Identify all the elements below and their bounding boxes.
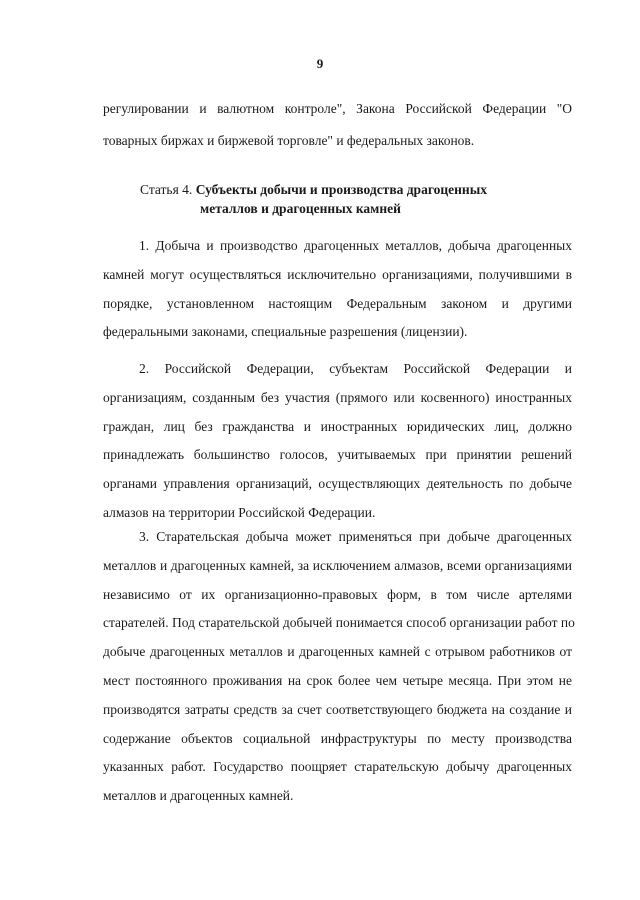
text-line: металлов и драгоценных камней, за исключением алмазов, всеми организациями xyxy=(103,557,572,573)
text-line: старателей. Под старательской добычей понимается способ организации работ по xyxy=(103,615,575,631)
text-line: независимо от их организационно-правовых форм, в том числе артелями xyxy=(103,586,572,602)
article-heading xyxy=(140,180,487,218)
text-line: указанных работ. Государство поощряет старательскую добычу драгоценных xyxy=(103,759,572,775)
page-number: 9 xyxy=(316,56,324,71)
paragraph-2 xyxy=(103,360,572,533)
article-number: Статья 4. xyxy=(140,182,193,197)
text-line: добыче драгоценных металлов и драгоценных камней с отрывом работников от xyxy=(103,644,572,660)
text-line: алмазов на территории Российской Федерации. xyxy=(103,504,376,520)
text-line: регулировании и валютном контроле", Закона Российской Федерации "О xyxy=(103,101,572,116)
text-line: граждан, лиц без гражданства и иностранных юридических лиц, должно xyxy=(103,418,572,434)
text-line: камней могут осуществляться исключительно организациями, получившими в xyxy=(103,266,572,282)
paragraph-3 xyxy=(103,528,575,816)
article-title-line1: Субъекты добычи и производства драгоценных xyxy=(195,182,487,197)
text-line: организациям, созданным без участия (прямого или косвенного) иностранных xyxy=(103,389,572,405)
text-line: органами управления организаций, осуществляющих деятельность по добыче xyxy=(103,476,572,492)
text-line: товарных биржах и биржевой торговле" и федеральных законов. xyxy=(103,133,475,148)
text-line: порядке, установленном настоящим Федеральным законом и другими xyxy=(103,295,572,311)
text-line: принадлежать большинство голосов, учитываемых при принятии решений xyxy=(103,447,572,463)
text-line: мест постоянного проживания на срок более чем четыре месяца. При этом не xyxy=(103,672,572,688)
text-line: 3. Старательская добыча может применяться при добыче драгоценных xyxy=(139,529,572,544)
text-line: содержание объектов социальной инфраструктуры по месту производства xyxy=(103,730,572,746)
text-line: металлов и драгоценных камней. xyxy=(103,788,294,804)
article-title-line2: металлов и драгоценных камней xyxy=(200,201,401,216)
intro-text xyxy=(103,100,572,164)
text-line: 1. Добыча и производство драгоценных металлов, добыча драгоценных xyxy=(139,238,572,253)
text-line: федеральными законами, специальные разрешения (лицензии). xyxy=(103,324,468,340)
text-line: производятся затраты средств за счет соответствующего бюджета на создание и xyxy=(103,701,572,717)
paragraph-1 xyxy=(103,237,572,352)
text-line: 2. Российской Федерации, субъектам Российской Федерации и xyxy=(139,361,572,376)
